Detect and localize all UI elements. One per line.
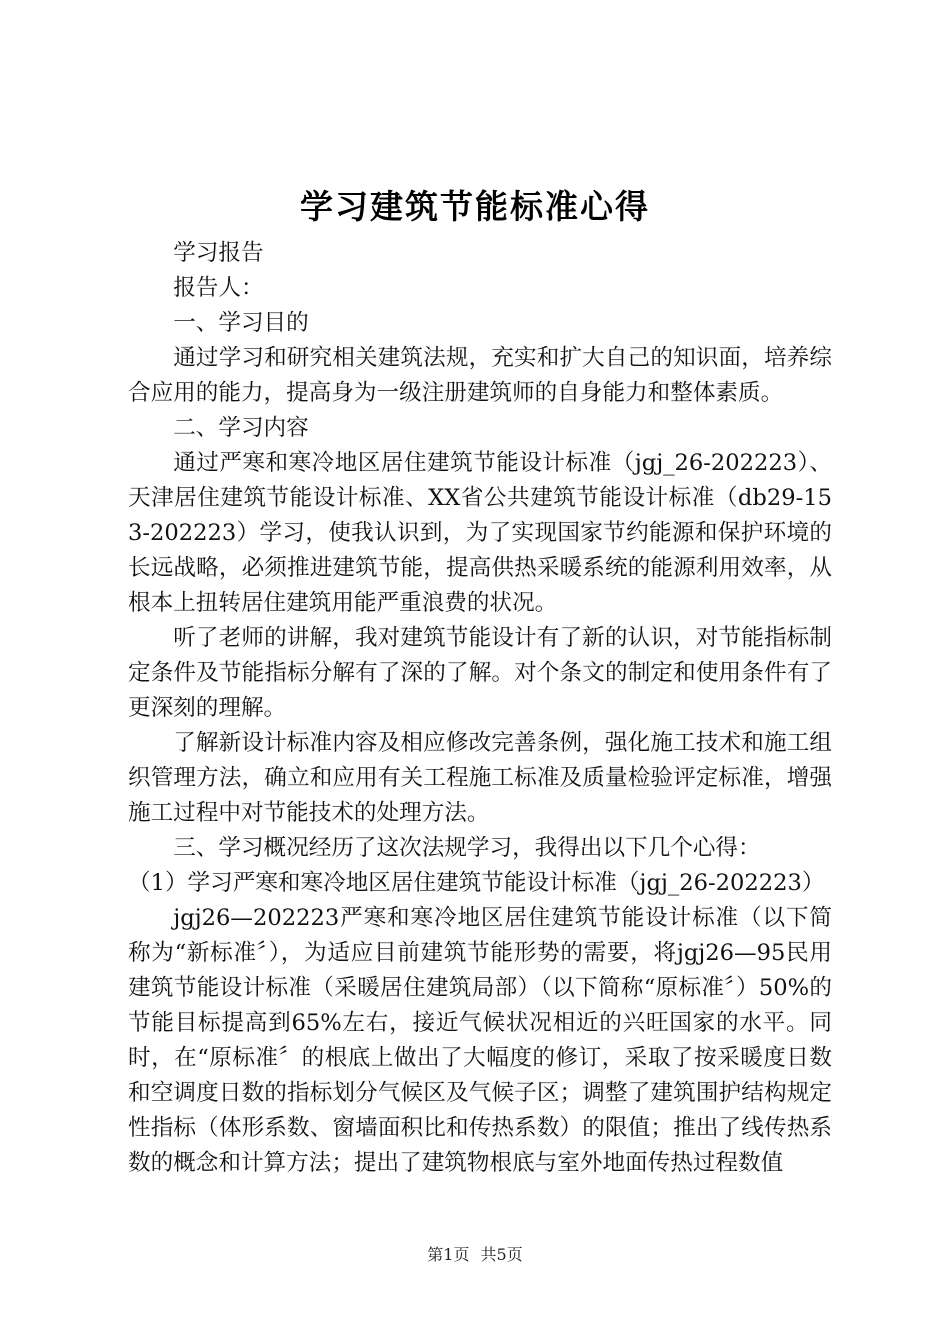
heading-study-content: 二、学习内容: [173, 415, 309, 441]
heading-study-purpose: 一、学习目的: [173, 310, 309, 336]
paragraph-reporter: 报告人：: [173, 275, 264, 301]
document-body: [128, 236, 832, 1181]
paragraph-purpose: 通过学习和研究相关建筑法规，充实和扩大自己的知识面，培养综合应用的能力，提高身为一级注册建筑师的自身能力和整体素质。: [128, 345, 832, 406]
paragraph-content-2: 听了老师的讲解，我对建筑节能设计有了新的认识，对节能指标制定条件及节能指标分解有了深的了解。对个条文的制定和使用条件有了更深刻的理解。: [128, 625, 832, 721]
paragraph-report-label: 学习报告: [173, 240, 264, 266]
paragraph-new-standard: jgj26—202223严寒和寒冷地区居住建筑节能设计标准（以下简称为“新标准〞），为适应目前建筑节能形势的需要，将jgj26—95民用建筑节能设计标准（采暖居住建筑局部）（以下简称“原标准〞）50%的节能目标提高到65%左右，接近气候状况相近的兴旺国家的水平。同时，在“原标准〞的根底上做出了大幅度的修订，采取了按采暖度日数和空调度日数的指标划分气候区及气候子区；调整了建筑围护结构规定性指标（体形系数、窗墙面积比和传热系数）的限值；推出了线传热系数的概念和计算方法；提出了建筑物根底与室外地面传热过程数值: [128, 905, 832, 1176]
paragraph-content-1: 通过严寒和寒冷地区居住建筑节能设计标准（jgj_26-202223）、天津居住建筑节能设计标准、XX省公共建筑节能设计标准（db29-153-202223）学习，使我认识到，为了实现国家节约能源和保护环境的长远战略，必须推进建筑节能，提高供热采暖系统的能源利用效率，从根本上扭转居住建筑用能严重浪费的状况。: [128, 450, 832, 616]
page-footer: [0, 1244, 950, 1266]
page-total: 共5页: [480, 1245, 523, 1264]
heading-study-overview: 三、学习概况经历了这次法规学习，我得出以下几个心得：: [173, 835, 761, 861]
document-title: 学习建筑节能标准心得: [300, 187, 650, 226]
subheading-item-1: （1）学习严寒和寒冷地区居住建筑节能设计标准（jgj_26-202223）: [128, 870, 825, 896]
paragraph-content-3: 了解新设计标准内容及相应修改完善条例，强化施工技术和施工组织管理方法，确立和应用有关工程施工标准及质量检验评定标准，增强施工过程中对节能技术的处理方法。: [128, 730, 832, 826]
page-number: 第1页: [427, 1245, 470, 1264]
